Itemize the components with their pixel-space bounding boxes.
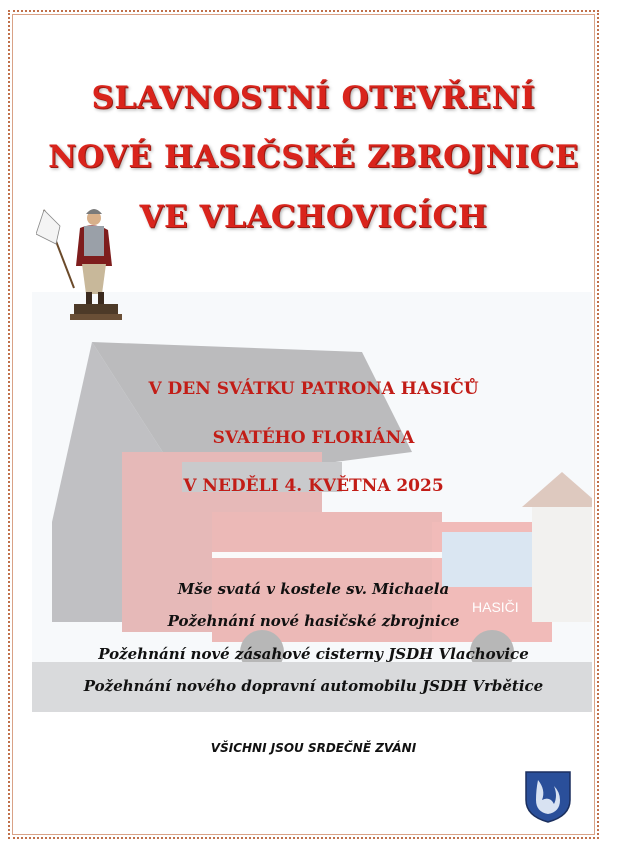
program-item: Požehnání nové zásahové cisterny JSDH Vlachovice [98,645,529,663]
title-line-3: VE VLACHOVICÍCH [139,199,488,235]
saint-florian-statue-image [36,204,126,322]
program-item: Mše svatá v kostele sv. Michaela [177,580,450,598]
program-item: Požehnání nové hasičské zbrojnice [167,612,460,630]
program-item: Požehnání nového dopravní automobilu JSDH Vrbětice [83,677,544,695]
truck-label: HASIČI [472,599,519,615]
invitation-text: VŠICHNI JSOU SRDEČNĚ ZVÁNI [210,741,417,755]
title-line-1: SLAVNOSTNÍ OTEVŘENÍ [91,80,536,116]
title-line-2: NOVÉ HASIČSKÉ ZBROJNICE [48,139,579,175]
coat-of-arms-icon [524,770,572,824]
subtitle-line-2: SVATÉHO FLORIÁNA [212,428,415,448]
event-date: V NEDĚLI 4. KVĚTNA 2025 [183,476,444,496]
subtitle-line-1: V DEN SVÁTKU PATRONA HASIČŮ [148,379,479,399]
